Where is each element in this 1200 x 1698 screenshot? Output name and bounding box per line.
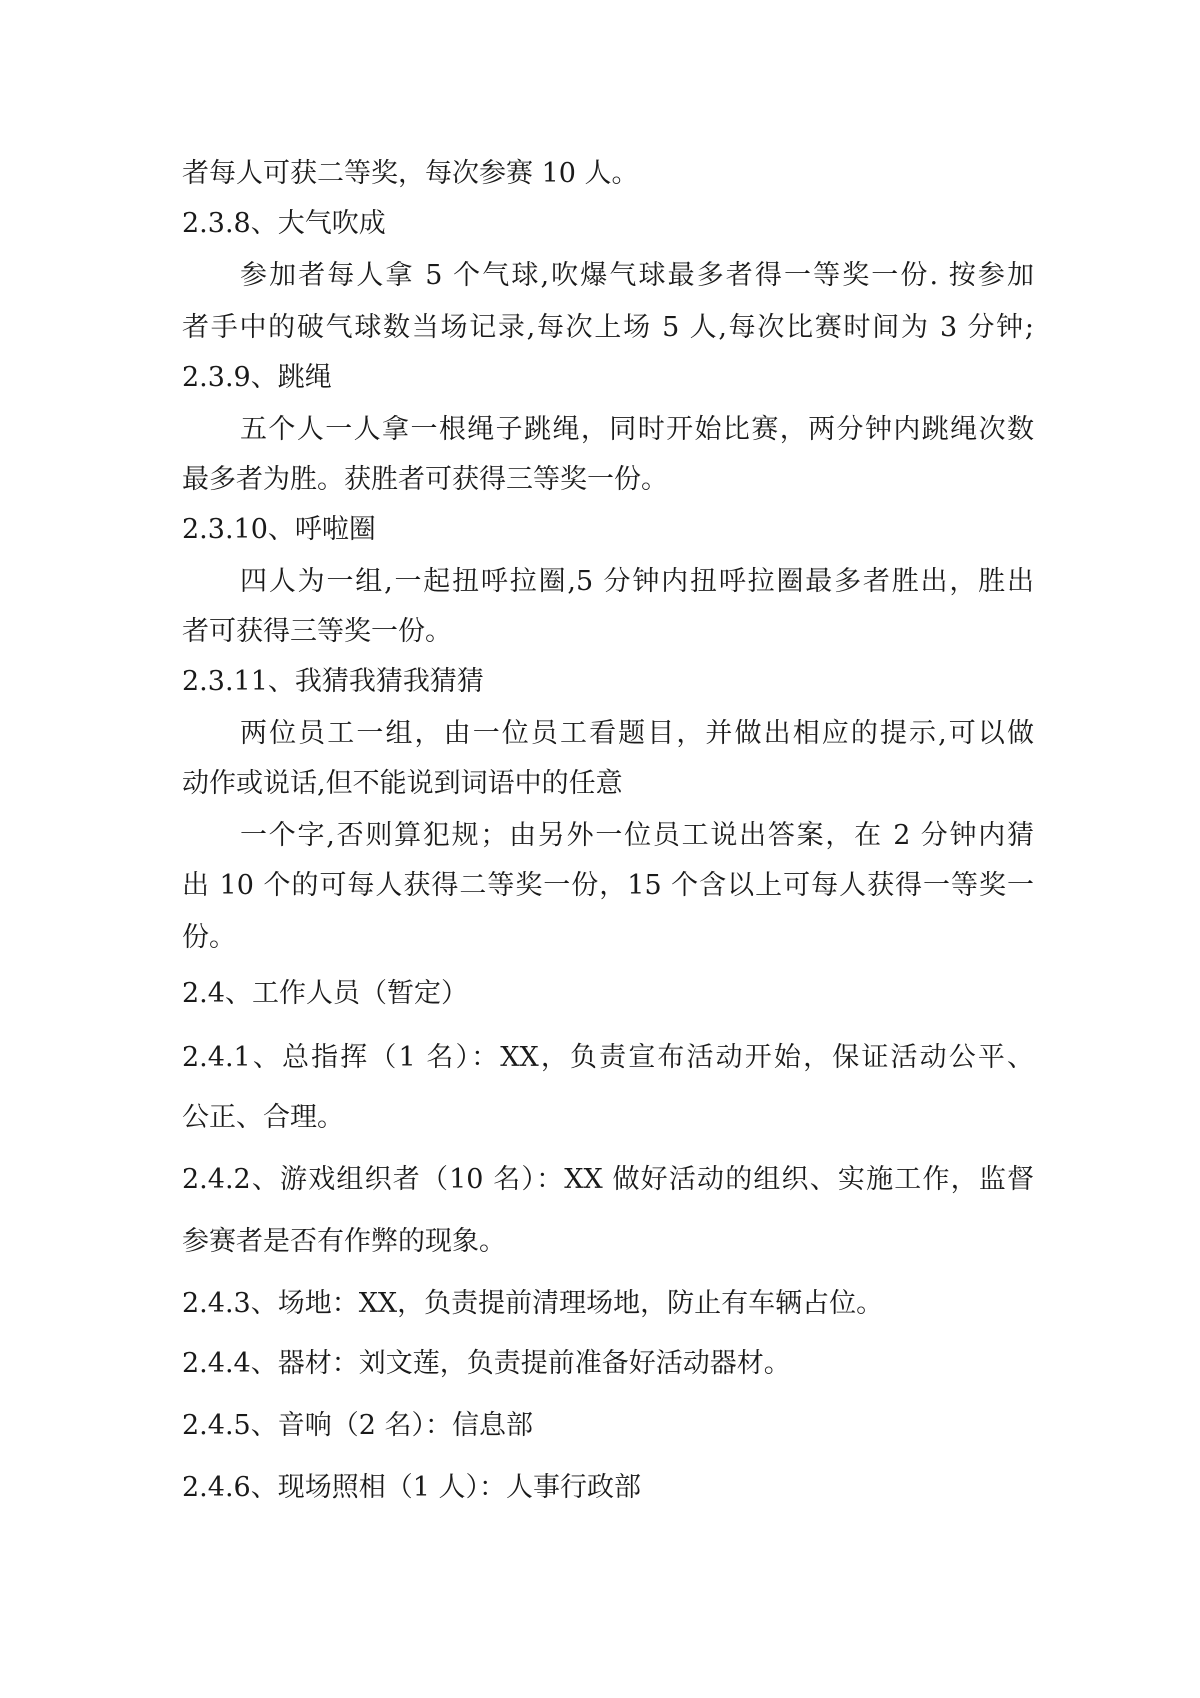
paragraph-line: 一个字,否则算犯规；由另外一位员工说出答案，在 2 分钟内猜	[240, 820, 1034, 851]
paragraph-line: 出 10 个的可每人获得二等奖一份，15 个含以上可每人获得一等奖一	[182, 870, 1034, 901]
section-heading: 2.3.11、我猜我猜我猜猜	[182, 666, 484, 697]
paragraph-line: 2.4.5、音响（2 名）：信息部	[182, 1410, 533, 1441]
paragraph-line: 者每人可获二等奖，每次参赛 10 人。	[182, 158, 639, 189]
section-heading: 2.3.8、大气吹成	[182, 208, 386, 239]
paragraph-line: 2.4.1、总指挥（1 名）：XX，负责宣布活动开始，保证活动公平、	[182, 1042, 1034, 1073]
paragraph-line: 份。	[182, 922, 236, 953]
paragraph-line: 2.4.4、器材：刘文莲，负责提前准备好活动器材。	[182, 1348, 791, 1379]
paragraph-line: 两位员工一组，由一位员工看题目，并做出相应的提示,可以做	[240, 718, 1034, 749]
paragraph-line: 2.4.3、场地：XX，负责提前清理场地，防止有车辆占位。	[182, 1288, 884, 1319]
paragraph-line: 四人为一组,一起扭呼拉圈,5 分钟内扭呼拉圈最多者胜出，胜出	[240, 566, 1034, 597]
paragraph-line: 五个人一人拿一根绳子跳绳，同时开始比赛，两分钟内跳绳次数	[240, 414, 1034, 445]
paragraph-line: 参赛者是否有作弊的现象。	[182, 1226, 506, 1257]
paragraph-line: 最多者为胜。获胜者可获得三等奖一份。	[182, 464, 668, 495]
paragraph-line: 2.4.6、现场照相（1 人）：人事行政部	[182, 1472, 641, 1503]
paragraph-line: 参加者每人拿 5 个气球,吹爆气球最多者得一等奖一份. 按参加	[240, 260, 1034, 291]
section-heading: 2.3.10、呼啦圈	[182, 514, 376, 545]
paragraph-line: 公正、合理。	[182, 1102, 344, 1133]
paragraph-line: 2.4.2、游戏组织者（10 名）：XX 做好活动的组织、实施工作，监督	[182, 1164, 1034, 1195]
paragraph-line: 动作或说话,但不能说到词语中的任意	[182, 768, 623, 799]
paragraph-line: 者可获得三等奖一份。	[182, 616, 452, 647]
section-heading: 2.4、工作人员（暂定）	[182, 978, 468, 1009]
section-heading: 2.3.9、跳绳	[182, 362, 332, 393]
paragraph-line: 者手中的破气球数当场记录,每次上场 5 人,每次比赛时间为 3 分钟;	[182, 312, 1034, 343]
